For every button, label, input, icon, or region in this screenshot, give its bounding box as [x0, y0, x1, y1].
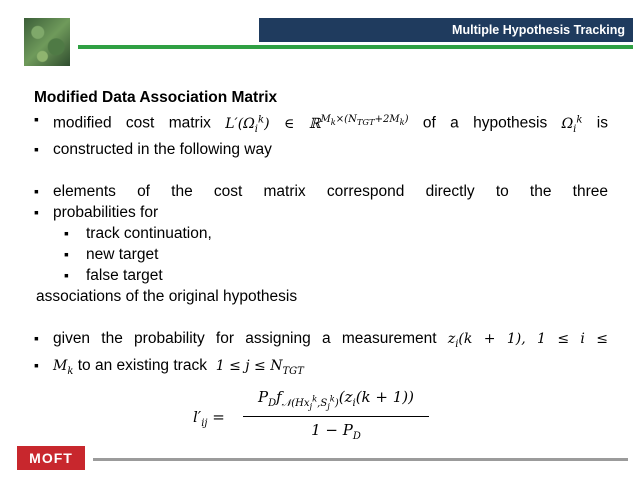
bullet-text: given the probability for assigning a measurement [53, 330, 437, 348]
bullet-text: constructed in the following way [53, 141, 272, 159]
spacer [34, 307, 608, 328]
associations-text [34, 286, 608, 307]
body-text: associations of the original hypothesis [36, 288, 298, 306]
formula-denominator: $1 - P_D$ [311, 421, 361, 442]
likelihood-formula [193, 388, 443, 448]
track-index-formula: $1 \le j \le N_{TGT}$ [211, 358, 304, 378]
header-thumbnail-image [24, 18, 70, 66]
sub-bullet-text: new target [86, 246, 159, 264]
sub-bullet-text: track continuation, [86, 225, 212, 243]
formula-numerator: $P_Df_{𝒩(Hx_j^k,S_j^k)}(z_i(k + 1))$ [257, 388, 414, 411]
bullet-text: of a hypothesis [422, 114, 548, 132]
moft-logo [17, 446, 85, 470]
measurement-formula: $z_i(k + 1)$, 1 ≤ i ≤ [447, 331, 608, 351]
measurement-count-symbol: $M_k$ [53, 358, 74, 378]
bullet-text: modified cost matrix [53, 114, 211, 132]
slide-content [34, 109, 608, 382]
bullet-text: probabilities for [53, 204, 159, 222]
sub-bullet-text: false target [86, 267, 163, 285]
bullet-text: to an existing track [77, 357, 207, 375]
header-title-bar [259, 18, 633, 42]
bullet-cost-elements [34, 181, 608, 202]
header-accent-line [78, 45, 633, 49]
footer-line [93, 458, 628, 461]
header-title: Multiple Hypothesis Tracking [452, 23, 625, 37]
cost-matrix-formula: $L'(\Omega_i^k)$ ∈ ℝ$^{M_k\times(N_{TGT}+2M_k)}$ [225, 114, 409, 135]
hypothesis-symbol: $\Omega_i^k$ [561, 114, 583, 135]
bullet-continuation [34, 355, 608, 382]
sub-bullet-track-continuation [34, 223, 608, 244]
sub-bullet-false-target [34, 265, 608, 286]
fraction-bar [243, 416, 429, 417]
sub-bullet-new-target [34, 244, 608, 265]
formula-fraction [243, 388, 429, 442]
bullet-text: elements of the cost matrix correspond directly to the three [53, 183, 608, 201]
bullet-cost-matrix [34, 109, 608, 139]
section-title: Modified Data Association Matrix [34, 89, 278, 106]
bullet-continuation [34, 202, 608, 223]
bullet-text: is [596, 114, 608, 132]
bullet-continuation [34, 139, 608, 160]
logo-text: MOFT [29, 450, 73, 466]
formula-lhs: $l'_{ij}$ = [193, 408, 225, 429]
spacer [34, 160, 608, 181]
bullet-assignment-probability [34, 328, 608, 355]
